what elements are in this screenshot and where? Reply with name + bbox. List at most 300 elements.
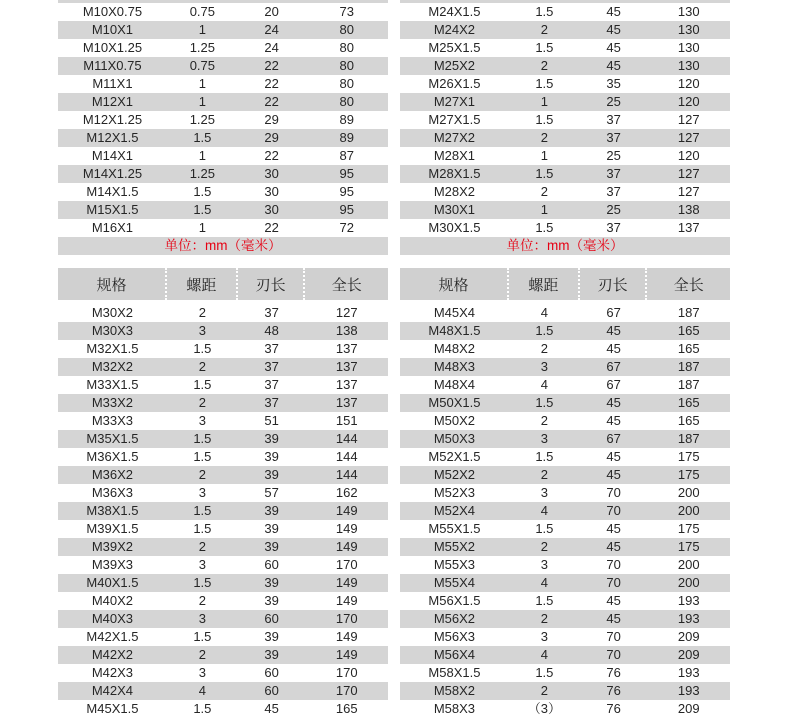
top-table-pair — [58, 0, 790, 255]
pitch-cell: 1.5 — [193, 202, 212, 217]
pitch-cell: 1 — [540, 202, 548, 217]
table-row — [400, 358, 730, 376]
pitch-cell: 3 — [540, 359, 548, 374]
table-row — [400, 700, 730, 717]
spec-cell: M10X1.25 — [82, 40, 143, 55]
table-row — [58, 502, 388, 520]
full-length-cell: 80 — [339, 76, 354, 91]
pitch-cell: 4 — [198, 683, 206, 698]
spec-cell: M58X1.5 — [428, 665, 481, 680]
spec-cell: M10X1 — [91, 22, 134, 37]
blade-length-cell: 37 — [264, 341, 279, 356]
blade-length-cell: 45 — [606, 58, 621, 73]
spec-cell: M55X4 — [433, 575, 476, 590]
spec-cell: M42X3 — [91, 665, 134, 680]
pitch-cell: 1.5 — [193, 521, 212, 536]
table-row — [400, 304, 730, 322]
full-length-cell: 200 — [677, 575, 700, 590]
full-length-cell: 120 — [677, 94, 700, 109]
blade-length-cell: 37 — [606, 184, 621, 199]
table-row — [400, 610, 730, 628]
pitch-cell: 2 — [540, 341, 548, 356]
table-row — [400, 376, 730, 394]
spec-cell: M35X1.5 — [86, 431, 139, 446]
pitch-cell: 2 — [198, 647, 206, 662]
pitch-cell: 2 — [198, 467, 206, 482]
blade-length-cell: 39 — [264, 593, 279, 608]
column-header-blade-length: 刃长 — [238, 268, 306, 300]
pitch-cell: 3 — [198, 665, 206, 680]
spec-cell: M45X1.5 — [86, 701, 139, 716]
full-length-cell: 193 — [677, 665, 700, 680]
pitch-cell: 4 — [540, 305, 548, 320]
table-row — [58, 628, 388, 646]
pitch-cell: 3 — [540, 557, 548, 572]
pitch-cell: 2 — [540, 611, 548, 626]
spec-cell: M56X3 — [433, 629, 476, 644]
blade-length-cell: 45 — [606, 593, 621, 608]
blade-length-cell: 48 — [264, 323, 279, 338]
full-length-cell: 170 — [335, 683, 358, 698]
blade-length-cell: 45 — [264, 701, 279, 716]
spec-table-bottom-left — [58, 268, 388, 717]
table-row — [400, 520, 730, 538]
table-row — [58, 556, 388, 574]
pitch-cell: 1.5 — [193, 431, 212, 446]
pitch-cell: 3 — [198, 557, 206, 572]
full-length-cell: 80 — [339, 40, 354, 55]
full-length-cell: 127 — [677, 184, 700, 199]
blade-length-cell: 30 — [264, 166, 279, 181]
pitch-cell: （3） — [527, 701, 561, 716]
spec-cell: M28X1 — [433, 148, 476, 163]
blade-length-cell: 25 — [606, 202, 621, 217]
full-length-cell: 162 — [335, 485, 358, 500]
blade-length-cell: 22 — [264, 76, 279, 91]
pitch-cell: 1 — [198, 148, 206, 163]
blade-length-cell: 37 — [264, 377, 279, 392]
table-row — [58, 183, 388, 201]
full-length-cell: 130 — [677, 4, 700, 19]
full-length-cell: 187 — [677, 431, 700, 446]
blade-length-cell: 60 — [264, 683, 279, 698]
pitch-cell: 1 — [198, 76, 206, 91]
bottom-table-pair — [58, 268, 790, 717]
column-header-full-length: 全长 — [331, 276, 362, 294]
table-row — [400, 57, 730, 75]
spec-cell: M28X1.5 — [428, 166, 481, 181]
blade-length-cell: 45 — [606, 4, 621, 19]
pitch-cell: 1.5 — [193, 184, 212, 199]
blade-length-cell: 76 — [606, 683, 621, 698]
spec-cell: M16X1 — [91, 220, 134, 235]
table-row — [400, 21, 730, 39]
pitch-cell: 1 — [198, 94, 206, 109]
blade-length-cell: 45 — [606, 40, 621, 55]
full-length-cell: 187 — [677, 359, 700, 374]
full-length-cell: 165 — [335, 701, 358, 716]
pitch-cell: 2 — [540, 130, 548, 145]
blade-length-cell: 24 — [264, 40, 279, 55]
blade-length-cell: 39 — [264, 539, 279, 554]
blade-length-cell: 30 — [264, 184, 279, 199]
blade-length-cell: 70 — [606, 557, 621, 572]
spec-cell: M30X3 — [91, 323, 134, 338]
blade-length-cell: 39 — [264, 449, 279, 464]
spec-cell: M12X1.25 — [82, 112, 143, 127]
table-row — [400, 219, 730, 237]
full-length-cell: 175 — [677, 449, 700, 464]
pitch-cell: 1.5 — [193, 629, 212, 644]
table-row — [400, 111, 730, 129]
blade-length-cell: 37 — [264, 395, 279, 410]
full-length-cell: 209 — [677, 701, 700, 716]
spec-cell: M33X3 — [91, 413, 134, 428]
table-row — [58, 358, 388, 376]
blade-length-cell: 39 — [264, 467, 279, 482]
spec-cell: M52X2 — [433, 467, 476, 482]
full-length-cell: 89 — [339, 112, 354, 127]
unit-note: 单位：mm（毫米） — [58, 237, 388, 255]
pitch-cell: 1.25 — [189, 112, 216, 127]
spec-cell: M12X1.5 — [86, 130, 139, 145]
table-row — [58, 57, 388, 75]
table-row — [58, 664, 388, 682]
spec-cell: M25X2 — [433, 58, 476, 73]
spec-cell: M39X1.5 — [86, 521, 139, 536]
table-row — [400, 39, 730, 57]
pitch-cell: 1.5 — [193, 341, 212, 356]
blade-length-cell: 24 — [264, 22, 279, 37]
spec-cell: M11X0.75 — [83, 58, 142, 73]
spec-cell: M42X1.5 — [86, 629, 139, 644]
pitch-cell: 0.75 — [189, 4, 216, 19]
table-row — [58, 93, 388, 111]
full-length-cell: 165 — [677, 395, 700, 410]
spec-cell: M48X3 — [433, 359, 476, 374]
blade-length-cell: 45 — [606, 395, 621, 410]
blade-length-cell: 39 — [264, 521, 279, 536]
pitch-cell: 1.5 — [535, 40, 554, 55]
table-row — [58, 484, 388, 502]
full-length-cell: 137 — [677, 220, 700, 235]
spec-cell: M30X2 — [91, 305, 134, 320]
full-length-cell: 130 — [677, 40, 700, 55]
spec-cell: M55X3 — [433, 557, 476, 572]
table-row — [58, 448, 388, 466]
pitch-cell: 1.5 — [535, 323, 554, 338]
table-row — [400, 466, 730, 484]
full-length-cell: 127 — [335, 305, 358, 320]
table-row — [58, 165, 388, 183]
table-row — [58, 201, 388, 219]
table-row — [400, 646, 730, 664]
table-row — [58, 682, 388, 700]
blade-length-cell: 37 — [606, 220, 621, 235]
table-row — [400, 75, 730, 93]
pitch-cell: 1.5 — [535, 112, 554, 127]
pitch-cell: 2 — [198, 359, 206, 374]
blade-length-cell: 39 — [264, 647, 279, 662]
spec-cell: M24X1.5 — [428, 4, 481, 19]
full-length-cell: 130 — [677, 22, 700, 37]
full-length-cell: 187 — [677, 305, 700, 320]
blade-length-cell: 22 — [264, 220, 279, 235]
full-length-cell: 130 — [677, 58, 700, 73]
spec-cell: M33X2 — [91, 395, 134, 410]
blade-length-cell: 25 — [606, 94, 621, 109]
table-row — [58, 147, 388, 165]
blade-length-cell: 45 — [606, 323, 621, 338]
pitch-cell: 1 — [540, 148, 548, 163]
spec-cell: M24X2 — [433, 22, 476, 37]
full-length-cell: 149 — [335, 539, 358, 554]
full-length-cell: 165 — [677, 323, 700, 338]
pitch-cell: 4 — [540, 503, 548, 518]
pitch-cell: 1.5 — [535, 76, 554, 91]
blade-length-cell: 37 — [606, 130, 621, 145]
table-row — [58, 520, 388, 538]
pitch-cell: 1.25 — [189, 166, 216, 181]
spec-cell: M42X4 — [91, 683, 134, 698]
table-body — [400, 304, 730, 717]
blade-length-cell: 22 — [264, 94, 279, 109]
pitch-cell: 0.75 — [189, 58, 216, 73]
full-length-cell: 170 — [335, 665, 358, 680]
full-length-cell: 80 — [339, 94, 354, 109]
full-length-cell: 149 — [335, 593, 358, 608]
pitch-cell: 1.5 — [193, 701, 212, 716]
spec-cell: M32X2 — [91, 359, 134, 374]
spec-cell: M48X1.5 — [428, 323, 481, 338]
full-length-cell: 138 — [335, 323, 358, 338]
blade-length-cell: 37 — [264, 305, 279, 320]
table-body — [58, 304, 388, 717]
table-row — [400, 664, 730, 682]
spec-cell: M14X1.5 — [86, 184, 139, 199]
table-row — [400, 394, 730, 412]
pitch-cell: 2 — [198, 395, 206, 410]
full-length-cell: 193 — [677, 683, 700, 698]
pitch-cell: 2 — [540, 467, 548, 482]
spec-cell: M52X4 — [433, 503, 476, 518]
full-length-cell: 175 — [677, 539, 700, 554]
full-length-cell: 209 — [677, 647, 700, 662]
pitch-cell: 3 — [540, 431, 548, 446]
blade-length-cell: 37 — [606, 166, 621, 181]
pitch-cell: 1.5 — [535, 395, 554, 410]
full-length-cell: 72 — [339, 220, 354, 235]
full-length-cell: 149 — [335, 629, 358, 644]
blade-length-cell: 39 — [264, 503, 279, 518]
table-row — [58, 376, 388, 394]
full-length-cell: 137 — [335, 395, 358, 410]
spec-cell: M48X4 — [433, 377, 476, 392]
full-length-cell: 151 — [335, 413, 358, 428]
pitch-cell: 1 — [198, 220, 206, 235]
table-row — [58, 3, 388, 21]
spec-cell: M55X2 — [433, 539, 476, 554]
blade-length-cell: 60 — [264, 665, 279, 680]
full-length-cell: 170 — [335, 611, 358, 626]
pitch-cell: 3 — [540, 629, 548, 644]
pitch-cell: 2 — [540, 683, 548, 698]
table-row — [400, 538, 730, 556]
full-length-cell: 200 — [677, 485, 700, 500]
spec-cell: M14X1.25 — [82, 166, 143, 181]
blade-length-cell: 37 — [264, 359, 279, 374]
full-length-cell: 120 — [677, 148, 700, 163]
spec-cell: M48X2 — [433, 341, 476, 356]
pitch-cell: 2 — [540, 22, 548, 37]
column-header-pitch: 螺距 — [167, 268, 238, 300]
full-length-cell: 165 — [677, 413, 700, 428]
pitch-cell: 1.5 — [193, 130, 212, 145]
pitch-cell: 1.5 — [535, 521, 554, 536]
pitch-cell: 2 — [198, 305, 206, 320]
table-row — [58, 538, 388, 556]
table-row — [400, 448, 730, 466]
table-row — [400, 502, 730, 520]
spec-cell: M33X1.5 — [86, 377, 139, 392]
pitch-cell: 2 — [540, 58, 548, 73]
full-length-cell: 200 — [677, 503, 700, 518]
spec-cell: M52X3 — [433, 485, 476, 500]
table-row — [58, 412, 388, 430]
full-length-cell: 165 — [677, 341, 700, 356]
full-length-cell: 95 — [339, 202, 354, 217]
table-row — [58, 574, 388, 592]
table-header — [400, 268, 730, 300]
table-row — [58, 304, 388, 322]
full-length-cell: 80 — [339, 58, 354, 73]
blade-length-cell: 29 — [264, 112, 279, 127]
spec-cell: M36X2 — [91, 467, 134, 482]
table-row — [400, 147, 730, 165]
pitch-cell: 1.25 — [189, 40, 216, 55]
spec-cell: M14X1 — [91, 148, 134, 163]
spec-cell: M56X2 — [433, 611, 476, 626]
table-row — [400, 430, 730, 448]
blade-length-cell: 22 — [264, 58, 279, 73]
spec-cell: M58X3 — [433, 701, 476, 716]
spec-cell: M52X1.5 — [428, 449, 481, 464]
full-length-cell: 144 — [335, 449, 358, 464]
full-length-cell: 209 — [677, 629, 700, 644]
pitch-cell: 2 — [540, 539, 548, 554]
column-header-spec: 规格 — [400, 268, 509, 300]
full-length-cell: 120 — [677, 76, 700, 91]
full-length-cell: 144 — [335, 431, 358, 446]
spec-cell: M15X1.5 — [86, 202, 139, 217]
full-length-cell: 95 — [339, 166, 354, 181]
full-length-cell: 187 — [677, 377, 700, 392]
table-row — [58, 394, 388, 412]
full-length-cell: 89 — [339, 130, 354, 145]
blade-length-cell: 39 — [264, 431, 279, 446]
unit-note: 单位：mm（毫米） — [400, 237, 730, 255]
spec-cell: M36X3 — [91, 485, 134, 500]
spec-table-bottom-right — [400, 268, 730, 717]
table-row — [58, 466, 388, 484]
table-row — [400, 3, 730, 21]
blade-length-cell: 35 — [606, 76, 621, 91]
pitch-cell: 1 — [540, 94, 548, 109]
table-row — [400, 574, 730, 592]
full-length-cell: 193 — [677, 593, 700, 608]
blade-length-cell: 76 — [606, 701, 621, 716]
blade-length-cell: 20 — [264, 4, 279, 19]
full-length-cell: 80 — [339, 22, 354, 37]
spec-cell: M58X2 — [433, 683, 476, 698]
blade-length-cell: 70 — [606, 647, 621, 662]
table-row — [58, 430, 388, 448]
table-row — [400, 129, 730, 147]
table-row — [400, 93, 730, 111]
table-body — [400, 3, 730, 237]
spec-cell: M27X2 — [433, 130, 476, 145]
blade-length-cell: 67 — [606, 431, 621, 446]
spec-cell: M42X2 — [91, 647, 134, 662]
spec-table-top-left — [58, 0, 388, 255]
full-length-cell: 149 — [335, 503, 358, 518]
pitch-cell: 2 — [540, 184, 548, 199]
spec-cell: M40X3 — [91, 611, 134, 626]
spec-cell: M40X2 — [91, 593, 134, 608]
spec-cell: M38X1.5 — [86, 503, 139, 518]
table-row — [400, 340, 730, 358]
spec-cell: M50X2 — [433, 413, 476, 428]
full-length-cell: 127 — [677, 130, 700, 145]
blade-length-cell: 60 — [264, 611, 279, 626]
full-length-cell: 149 — [335, 647, 358, 662]
pitch-cell: 2 — [198, 539, 206, 554]
table-row — [400, 183, 730, 201]
pitch-cell: 1.5 — [535, 593, 554, 608]
blade-length-cell: 76 — [606, 665, 621, 680]
table-header — [58, 268, 388, 300]
spec-cell: M27X1.5 — [428, 112, 481, 127]
spec-cell: M50X3 — [433, 431, 476, 446]
pitch-cell: 1.5 — [535, 665, 554, 680]
spec-cell: M40X1.5 — [86, 575, 139, 590]
blade-length-cell: 45 — [606, 413, 621, 428]
pitch-cell: 3 — [540, 485, 548, 500]
table-row — [400, 201, 730, 219]
blade-length-cell: 51 — [264, 413, 279, 428]
spec-cell: M30X1 — [433, 202, 476, 217]
table-row — [58, 340, 388, 358]
spec-cell: M11X1 — [92, 76, 133, 91]
table-row — [400, 682, 730, 700]
full-length-cell: 87 — [339, 148, 354, 163]
spec-cell: M45X4 — [433, 305, 476, 320]
full-length-cell: 200 — [677, 557, 700, 572]
full-length-cell: 73 — [339, 4, 354, 19]
pitch-cell: 3 — [198, 485, 206, 500]
pitch-cell: 1.5 — [535, 449, 554, 464]
blade-length-cell: 45 — [606, 611, 621, 626]
full-length-cell: 170 — [335, 557, 358, 572]
spec-cell: M39X2 — [91, 539, 134, 554]
blade-length-cell: 25 — [606, 148, 621, 163]
spec-cell: M56X1.5 — [428, 593, 481, 608]
pitch-cell: 3 — [198, 611, 206, 626]
spec-cell: M36X1.5 — [86, 449, 139, 464]
spec-cell: M39X3 — [91, 557, 134, 572]
spec-cell: M25X1.5 — [428, 40, 481, 55]
table-row — [58, 610, 388, 628]
